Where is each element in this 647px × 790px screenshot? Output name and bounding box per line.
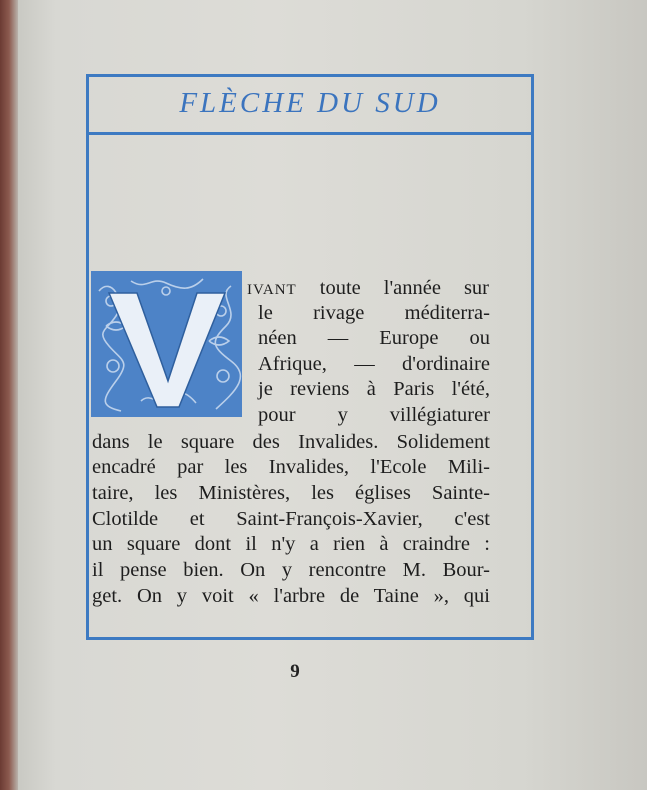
text-line: un square dont il n'y a rien à craindre : — [92, 533, 490, 555]
text-line: dans le square des Invalides. Solidement — [92, 431, 490, 453]
chapter-title: FLÈCHE DU SUD — [179, 87, 441, 119]
text-line: je reviens à Paris l'été, — [258, 378, 490, 400]
text-line: Afrique, — d'ordinaire — [258, 353, 490, 375]
text-line: pour y villégiaturer — [258, 404, 490, 426]
text-line: il pense bien. On y rencontre M. Bour- — [92, 559, 490, 581]
drop-cap-letter: V — [91, 271, 92, 272]
text-line: IVANT toute l'année sur — [247, 277, 489, 299]
text-line: le rivage méditerra- — [258, 302, 490, 324]
drop-cap-ornament — [91, 271, 242, 417]
page-number: 9 — [290, 661, 300, 682]
text-line: encadré par les Invalides, l'Ecole Mili- — [92, 456, 490, 478]
text-line: get. On y voit « l'arbre de Taine », qui — [92, 585, 490, 607]
small-caps-word: IVANT — [247, 282, 297, 298]
text-line: néen — Europe ou — [258, 327, 490, 349]
text-line: Clotilde et Saint-François-Xavier, c'est — [92, 508, 490, 530]
header-box — [89, 77, 531, 135]
text-line: taire, les Ministères, les églises Sainte- — [92, 482, 490, 504]
